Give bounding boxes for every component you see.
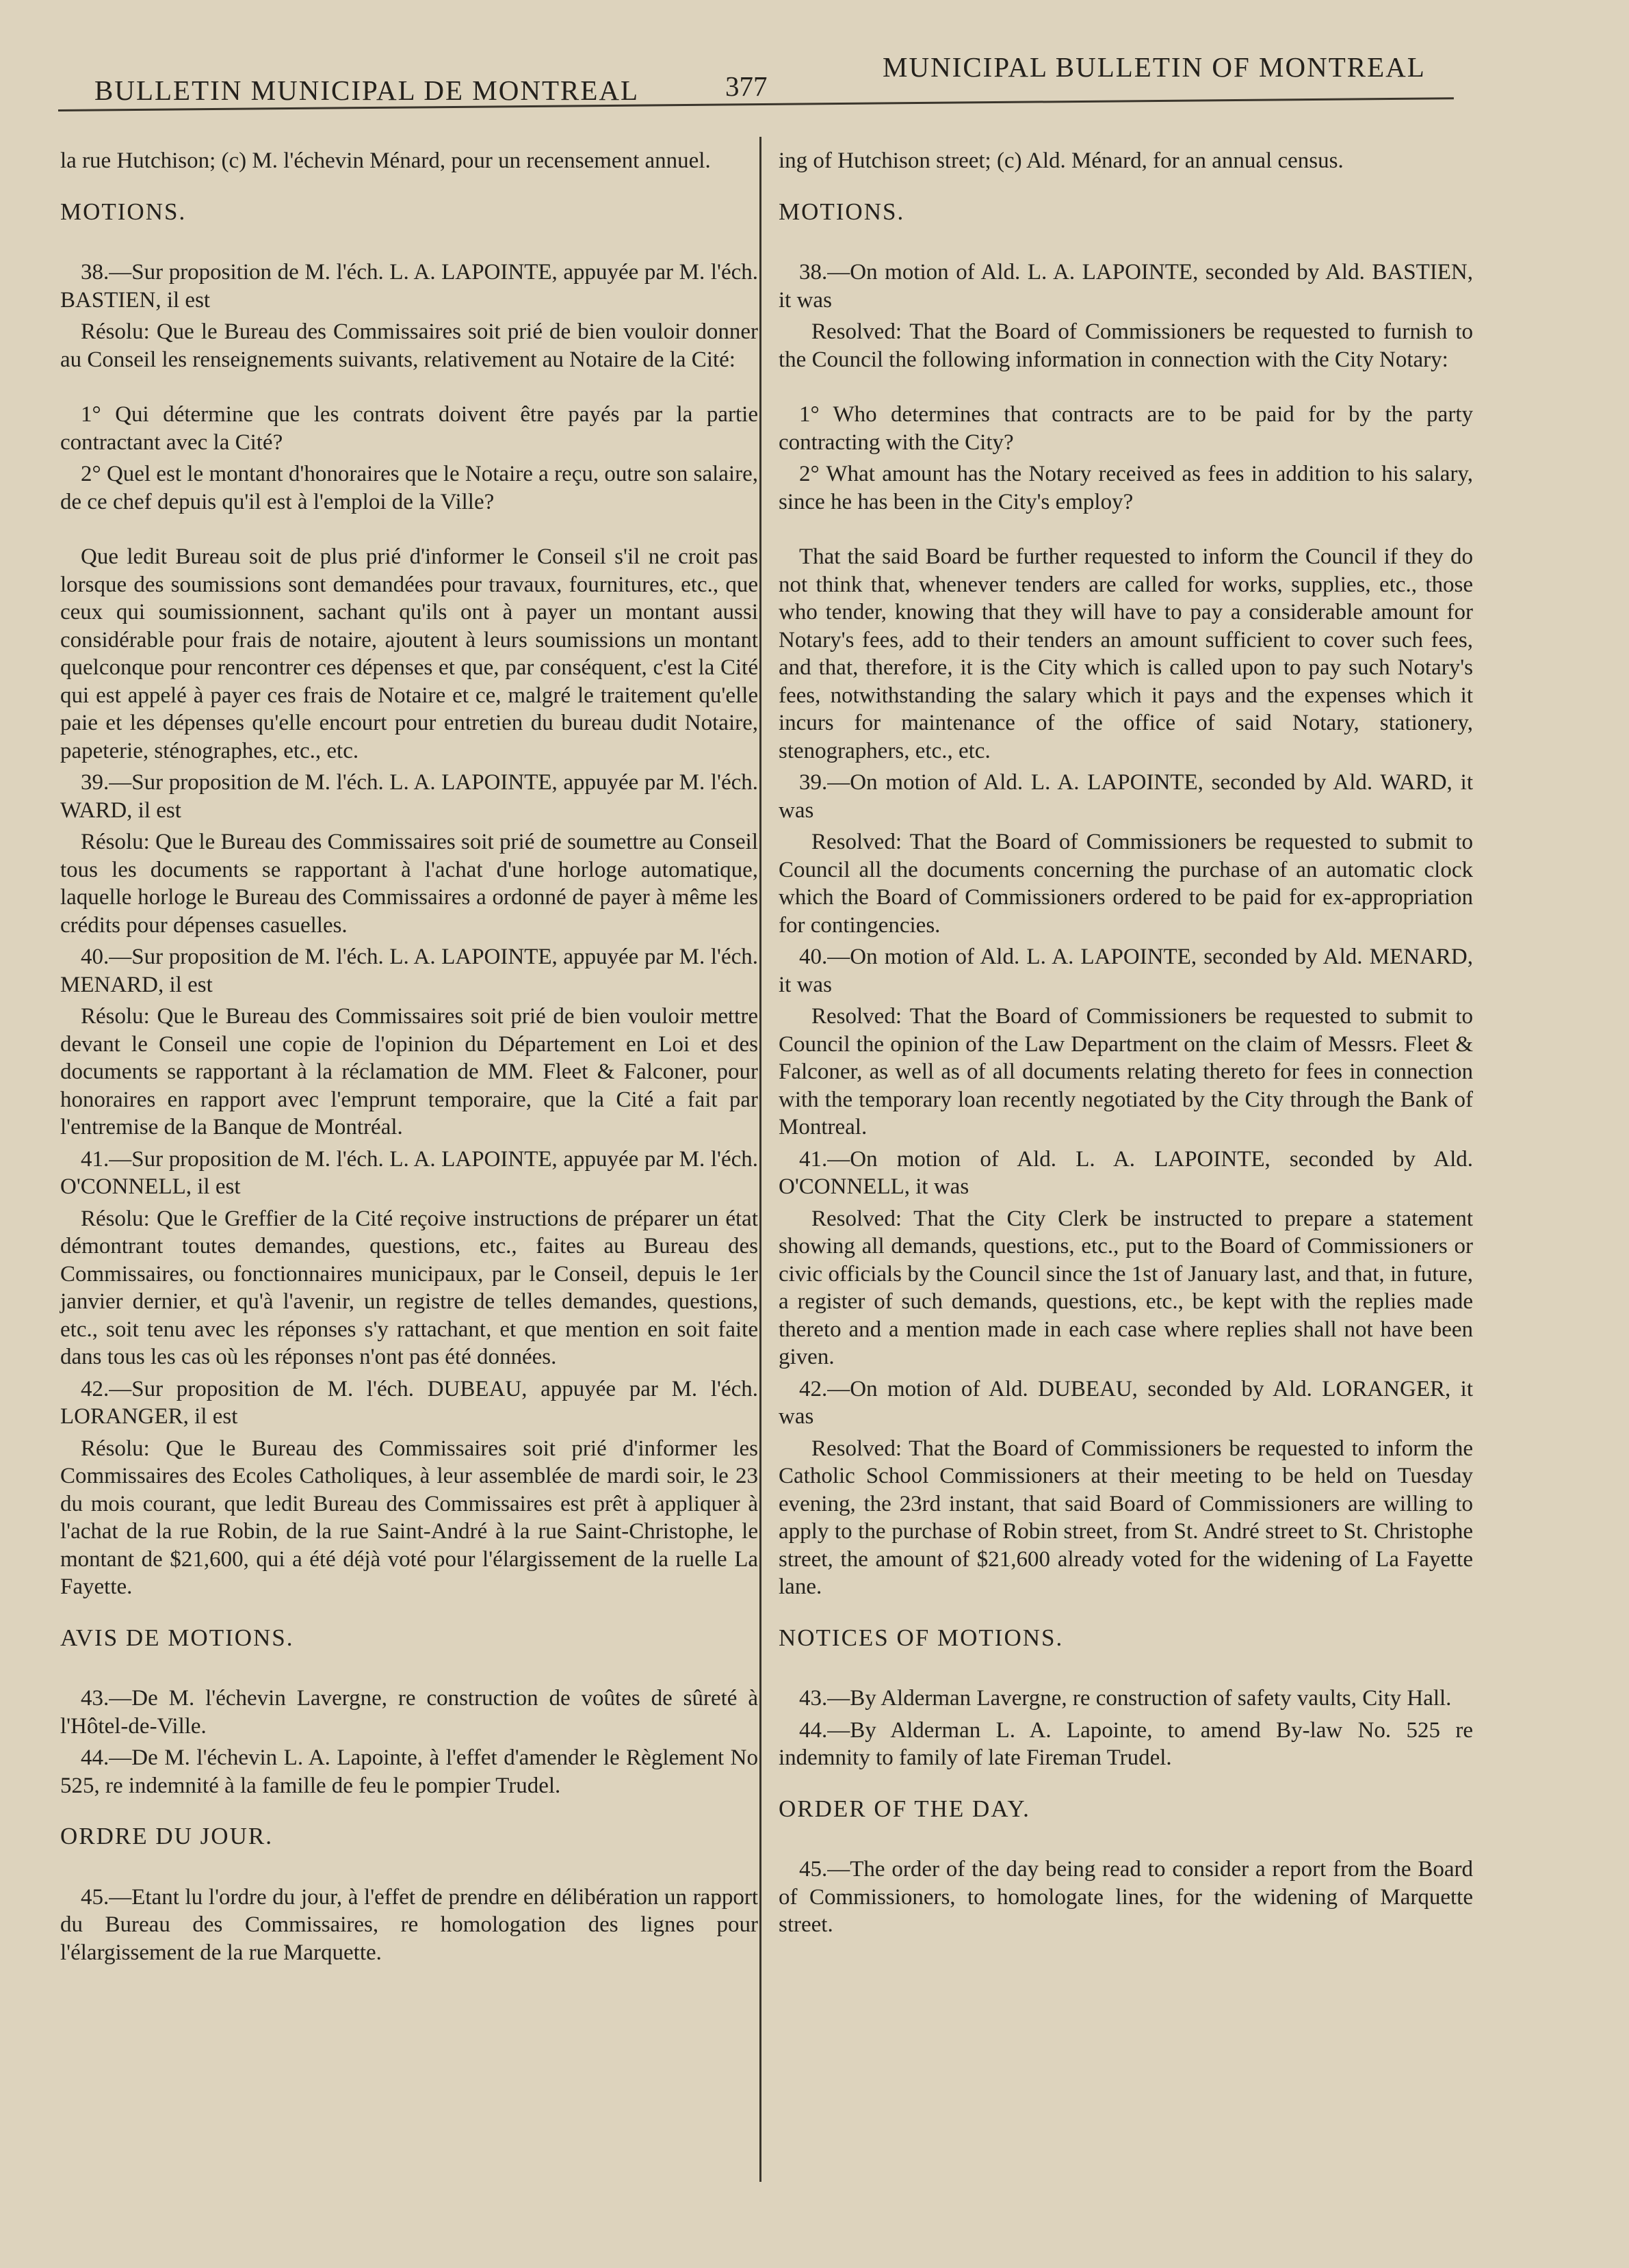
fr-motion-39-resolution: Résolu: Que le Bureau des Commissaires soit prié de soumettre au Conseil tous les documents se rapportant à l'achat d'une horloge automatique, laquelle horloge le Bureau des Commissaires a ordonné de payer à même les crédits pour dépenses casuelles.: [60, 830, 758, 938]
fr-motion-39-heading: 39.—Sur proposition de M. l'éch. L. A. LAPOINTE, appuyée par M. l'éch. WARD, il est: [60, 770, 758, 823]
en-motion-38-question-2: 2° What amount has the Notary received as fees in addition to his salary, since he has been in the City's employ?: [779, 462, 1473, 514]
fr-motion-40-resolution: Résolu: Que le Bureau des Commissaires soit prié de bien vouloir mettre devant le Conseil une copie de l'opinion du Département en Loi et des documents se rapportant à la réclamation de MM. Fleet & Falconer, pour honoraires en rapport avec l'emprunt temporaire, que la Cité a fait par l'entremise de la Banque de Montréal.: [60, 1004, 758, 1139]
fr-motion-38-question-2: 2° Quel est le montant d'honoraires que le Notaire a reçu, outre son salaire, de ce chef depuis qu'il est à l'emploi de la Ville?: [60, 462, 758, 514]
fr-motion-38-further: Que ledit Bureau soit de plus prié d'informer le Conseil s'il ne croit pas lorsque des soumissions sont demandées pour travaux, fournitures, etc., que ceux qui soumissionnent, sachant qu'ils ont à payer un montant aussi considérable pour frais de notaire, ajoutent à leurs soumissions un montant quelconque pour rencontrer ces dépenses et que, par conséquent, c'est la Cité qui est appelé à payer ces frais de Notaire et ce, malgré le traitement qu'elle paie et les dépenses qu'elle encourt pour entretien du bureau dudit Notaire, papeterie, sténographes, etc., etc.: [60, 544, 758, 763]
header-english-title: MUNICIPAL BULLETIN OF MONTREAL: [883, 51, 1426, 83]
fr-motion-38-heading: 38.—Sur proposition de M. l'éch. L. A. LAPOINTE, appuyée par M. l'éch. BASTIEN, il est: [60, 260, 758, 313]
en-motion-39-resolution: Resolved: That the Board of Commissioners be requested to submit to Council all the documents concerning the purchase of an automatic clock which the Board of Commissioners ordered to be paid for ex-appropriation for contingencies.: [779, 830, 1473, 938]
english-column: [779, 147, 1473, 1943]
fr-motion-41-heading: 41.—Sur proposition de M. l'éch. L. A. LAPOINTE, appuyée par M. l'éch. O'CONNELL, il est: [60, 1146, 758, 1199]
fr-motions-heading: MOTIONS.: [60, 198, 187, 225]
column-divider: [759, 137, 761, 2182]
page-number: 377: [725, 70, 768, 102]
en-motion-40-resolution: Resolved: That the Board of Commissioners be requested to submit to Council the opinion of the Law Department on the claim of Messrs. Fleet & Falconer, as well as of all documents relating thereto for fees in connection with the temporary loan recently negotiated by the City through the Bank of Montreal.: [779, 1004, 1473, 1139]
french-column: [60, 147, 758, 1970]
en-notice-44: 44.—By Alderman L. A. Lapointe, to amend By-law No. 525 re indemnity to family of late Fireman Trudel.: [779, 1717, 1473, 1770]
en-motion-38-heading: 38.—On motion of Ald. L. A. LAPOINTE, seconded by Ald. BASTIEN, it was: [779, 260, 1473, 313]
en-intro: ing of Hutchison street; (c) Ald. Ménard, for an annual census.: [779, 148, 1344, 173]
fr-motion-40-heading: 40.—Sur proposition de M. l'éch. L. A. LAPOINTE, appuyée par M. l'éch. MENARD, il est: [60, 945, 758, 997]
en-motion-39-heading: 39.—On motion of Ald. L. A. LAPOINTE, seconded by Ald. WARD, it was: [779, 770, 1473, 823]
en-motion-40-heading: 40.—On motion of Ald. L. A. LAPOINTE, seconded by Ald. MENARD, it was: [779, 945, 1473, 997]
en-motion-38-further: That the said Board be further requested to inform the Council if they do not think that, whenever tenders are called for works, supplies, etc., those who tender, knowing that they will have to pay a considerable amount for Notary's fees, add to their tenders an amount sufficient to cover such fees, and that, therefore, it is the City which is called upon to pay such Notary's fees, notwithstanding the salary which it pays and the expenses which it incurs for maintenance of the office of said Notary, stationery, stenographers, etc., etc.: [779, 544, 1473, 763]
en-order-45: 45.—The order of the day being read to consider a report from the Board of Commissioners, to homologate lines, for the widening of Marquette street.: [779, 1857, 1473, 1937]
fr-intro: la rue Hutchison; (c) M. l'échevin Ménard, pour un recensement annuel.: [60, 148, 711, 173]
en-motions-heading: MOTIONS.: [779, 198, 905, 225]
en-notice-43: 43.—By Alderman Lavergne, re construction of safety vaults, City Hall.: [799, 1686, 1452, 1711]
fr-motion-42-resolution: Résolu: Que le Bureau des Commissaires soit prié d'informer les Commissaires des Ecoles Catholiques, à leur assemblée de mardi soir, le 23 du mois courant, que ledit Bureau des Commissaires est prêt à appliquer à l'achat de la rue Robin, de la rue Saint-André à la rue Saint-Christophe, le montant de $21,600, qui a été déjà voté pour l'élargissement de la ruelle La Fayette.: [60, 1436, 758, 1599]
fr-notices-heading: AVIS DE MOTIONS.: [60, 1624, 294, 1651]
en-motion-41-resolution: Resolved: That the City Clerk be instructed to prepare a statement showing all demands, questions, etc., put to the Board of Commissioners or civic officials by the Council since the 1st of January last, and that, in future, a register of such demands, questions, etc., be kept with the replies made thereto and a mention made in each case where replies shall not have been given.: [779, 1206, 1473, 1369]
en-notices-heading: NOTICES OF MOTIONS.: [779, 1624, 1064, 1651]
fr-motion-38-resolution: Résolu: Que le Bureau des Commissaires soit prié de bien vouloir donner au Conseil les renseignements suivants, relativement au Notaire de la Cité:: [60, 319, 758, 372]
en-motion-38-question-1: 1° Who determines that contracts are to be paid for by the party contracting with the City?: [779, 402, 1473, 455]
fr-notice-44: 44.—De M. l'échevin L. A. Lapointe, à l'effet d'amender le Règlement No 525, re indemnité à la famille de feu le pompier Trudel.: [60, 1745, 758, 1798]
en-motion-38-resolution: Resolved: That the Board of Commissioners be requested to furnish to the Council the following information in connection with the City Notary:: [779, 319, 1473, 372]
fr-motion-41-resolution: Résolu: Que le Greffier de la Cité reçoive instructions de préparer un état démontrant toutes demandes, questions, etc., faites au Bureau des Commissaires, ou fonctionnaires municipaux, par le Conseil, depuis le 1er janvier dernier, et qu'à l'avenir, un registre de telles demandes, questions, etc., soit tenu avec les réponses s'y rattachant, et que mention en soit faite dans tous les cas où les réponses n'ont pas été données.: [60, 1206, 758, 1369]
page-header: [0, 48, 1629, 116]
fr-notice-43: 43.—De M. l'échevin Lavergne, re construction de voûtes de sûreté à l'Hôtel-de-Ville.: [60, 1686, 758, 1739]
fr-motion-38-question-1: 1° Qui détermine que les contrats doivent être payés par la partie contractant avec la Cité?: [60, 402, 758, 455]
en-motion-41-heading: 41.—On motion of Ald. L. A. LAPOINTE, seconded by Ald. O'CONNELL, it was: [779, 1146, 1473, 1199]
header-french-title: BULLETIN MUNICIPAL DE MONTREAL: [94, 75, 640, 106]
en-motion-42-resolution: Resolved: That the Board of Commissioners be requested to inform the Catholic School Commissioners at their meeting to be held on Tuesday evening, the 23rd instant, that said Board of Commissioners are willing to apply to the purchase of Robin street, from St. André street to St. Christophe street, the amount of $21,600 already voted for the widening of La Fayette lane.: [779, 1436, 1473, 1599]
en-order-heading: ORDER OF THE DAY.: [779, 1795, 1030, 1822]
fr-order-heading: ORDRE DU JOUR.: [60, 1823, 273, 1849]
en-motion-42-heading: 42.—On motion of Ald. DUBEAU, seconded by Ald. LORANGER, it was: [779, 1376, 1473, 1429]
fr-motion-42-heading: 42.—Sur proposition de M. l'éch. DUBEAU, appuyée par M. l'éch. LORANGER, il est: [60, 1376, 758, 1429]
fr-order-45: 45.—Etant lu l'ordre du jour, à l'effet de prendre en délibération un rapport du Bureau des Commissaires, re homologation des lignes pour l'élargissement de la rue Marquette.: [60, 1884, 758, 1965]
